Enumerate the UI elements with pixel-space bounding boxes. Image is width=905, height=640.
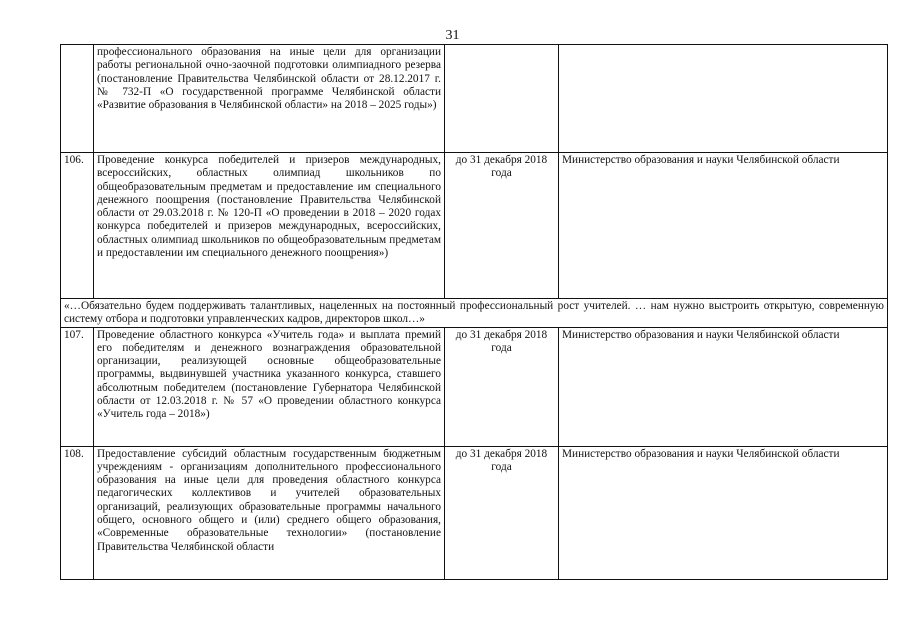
row-description: Проведение областного конкурса «Учитель года» и выплата премий его победителям и денежного вознаграждения образовательной организации, реализующей основные общеобразовательные программы, выдвинувшей участника указанного конкурса, ставшего абсолютным победителем (постановление Губернатора Челябинской области от 12.03.2018 г. № 57 «О проведении областного конкурса «Учитель года – 2018»)	[94, 327, 445, 446]
row-executor: Министерство образования и науки Челябинской области	[559, 446, 888, 579]
table-row	[61, 446, 888, 579]
row-executor: Министерство образования и науки Челябинской области	[559, 327, 888, 446]
table-row	[61, 327, 888, 446]
row-executor	[559, 45, 888, 153]
row-number: 107.	[61, 327, 94, 446]
row-deadline	[445, 45, 559, 153]
row-deadline: до 31 декабря 2018 года	[445, 446, 559, 579]
measures-table	[60, 44, 888, 580]
row-number: 108.	[61, 446, 94, 579]
quote-text: «…Обязательно будем поддерживать талантливых, нацеленных на постоянный профессиональный рост учителей. … нам нужно выстроить открытую, современную систему отбора и подготовки управленческих кадров, директоров школ…»	[61, 299, 888, 328]
row-deadline: до 31 декабря 2018 года	[445, 153, 559, 299]
row-description: профессионального образования на иные цели для организации работы региональной очно-заочной подготовки олимпиадного резерва (постановление Правительства Челябинской области от 28.12.2017 г. № 732-П «О государственной программе Челябинской области «Развитие образования в Челябинской области» на 2018 – 2025 годы»)	[94, 45, 445, 153]
row-number: 106.	[61, 153, 94, 299]
row-executor: Министерство образования и науки Челябинской области	[559, 153, 888, 299]
row-deadline: до 31 декабря 2018 года	[445, 327, 559, 446]
table-row	[61, 45, 888, 153]
quote-row	[61, 299, 888, 328]
row-description: Предоставление субсидий областным государственным бюджетным учреждениям - организациям дополнительного профессионального образования на иные цели для проведения областного конкурса педагогических коллективов и учителей образовательных организаций, реализующих образовательные программы начального общего, основного общего и (или) среднего общего образования, «Современные образовательные технологии» (постановление Правительства Челябинской области	[94, 446, 445, 579]
row-description: Проведение конкурса победителей и призеров международных, всероссийских, областных олимпиад школьников по общеобразовательным предметам и предоставление им специального денежного поощрения (постановление Правительства Челябинской области от 29.03.2018 г. № 120-П «О проведении в 2018 – 2020 годах конкурса победителей и призеров международных, всероссийских, областных олимпиад школьников по общеобразовательным предметам и предоставлении им специального денежного поощрения»)	[94, 153, 445, 299]
page-number: 31	[445, 28, 460, 43]
row-number	[61, 45, 94, 153]
table-row	[61, 153, 888, 299]
